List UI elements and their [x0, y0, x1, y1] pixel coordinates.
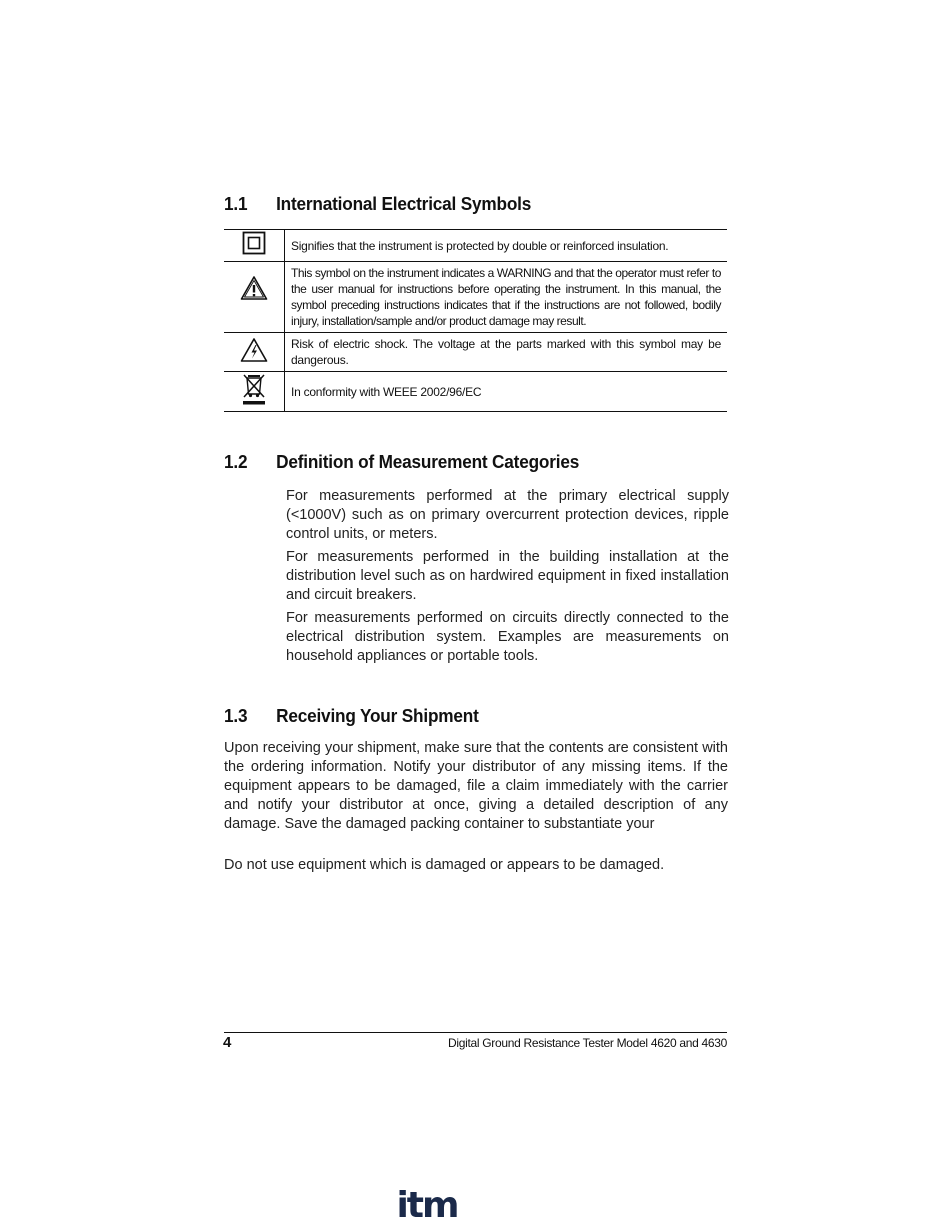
symbol-description: Signifies that the instrument is protected by double or reinforced insulation. [291, 238, 669, 253]
symbol-cell [224, 372, 285, 412]
section-title: Receiving Your Shipment [276, 705, 479, 726]
table-row [224, 230, 727, 262]
symbol-cell [224, 230, 285, 262]
symbols-table [224, 229, 727, 412]
footer-rule [224, 1032, 727, 1033]
electric-shock-icon [240, 337, 268, 363]
category-paragraph: For measurements performed at the primary electrical supply (<1000V) such as on primary overcurrent protection devices, ripple control units, or meters. [286, 488, 729, 542]
section-title: International Electrical Symbols [276, 193, 532, 214]
section-number: 1.2 [224, 451, 248, 472]
section-heading-1-3 [224, 705, 479, 727]
warning-icon [240, 275, 268, 301]
page-number: 4 [223, 1034, 232, 1051]
table-row [224, 372, 727, 412]
section-number: 1.1 [224, 193, 248, 214]
section-heading-1-1 [224, 193, 531, 215]
category-paragraph: For measurements performed on circuits directly connected to the electrical distribution system. Examples are measurements on household appliances or portable tools. [286, 610, 729, 664]
table-row [224, 333, 727, 372]
logo-text: itm [396, 1189, 458, 1221]
shipment-paragraph: Upon receiving your shipment, make sure that the contents are consistent with the ordering information. Notify your distributor of any missing items. If the equipment appears to be damaged, file a claim immediately with the carrier and notify your distributor at once, giving a detailed description of any damage. Save the damaged packing container to substantiate your [224, 740, 728, 832]
section-heading-1-2 [224, 451, 579, 473]
symbol-cell [224, 333, 285, 372]
symbol-description: This symbol on the instrument indicates a WARNING and that the operator must refer to the user manual for instructions before operating the instrument. In this manual, the symbol preceding instructions indicates that if the instructions are not followed, bodily injury, installation/sample and/or product damage may result. [285, 262, 728, 333]
table-row [224, 262, 727, 333]
section-title: Definition of Measurement Categories [276, 451, 580, 472]
itm-logo [391, 1189, 463, 1221]
weee-crossed-bin-icon [241, 372, 267, 406]
category-paragraph: For measurements performed in the building installation at the distribution level such as on hardwired equipment in fixed installation and circuit breakers. [286, 549, 729, 603]
symbol-description: In conformity with WEEE 2002/96/EC [285, 372, 728, 412]
double-insulation-icon [242, 231, 266, 255]
footer-doc-title: Digital Ground Resistance Tester Model 4620 and 4630 [447, 1036, 727, 1050]
section-number: 1.3 [224, 705, 248, 726]
damage-warning-text: Do not use equipment which is damaged or appears to be damaged. [224, 857, 665, 873]
symbol-cell [224, 262, 285, 333]
symbol-description: Risk of electric shock. The voltage at the parts marked with this symbol may be dangerous. [285, 333, 728, 372]
